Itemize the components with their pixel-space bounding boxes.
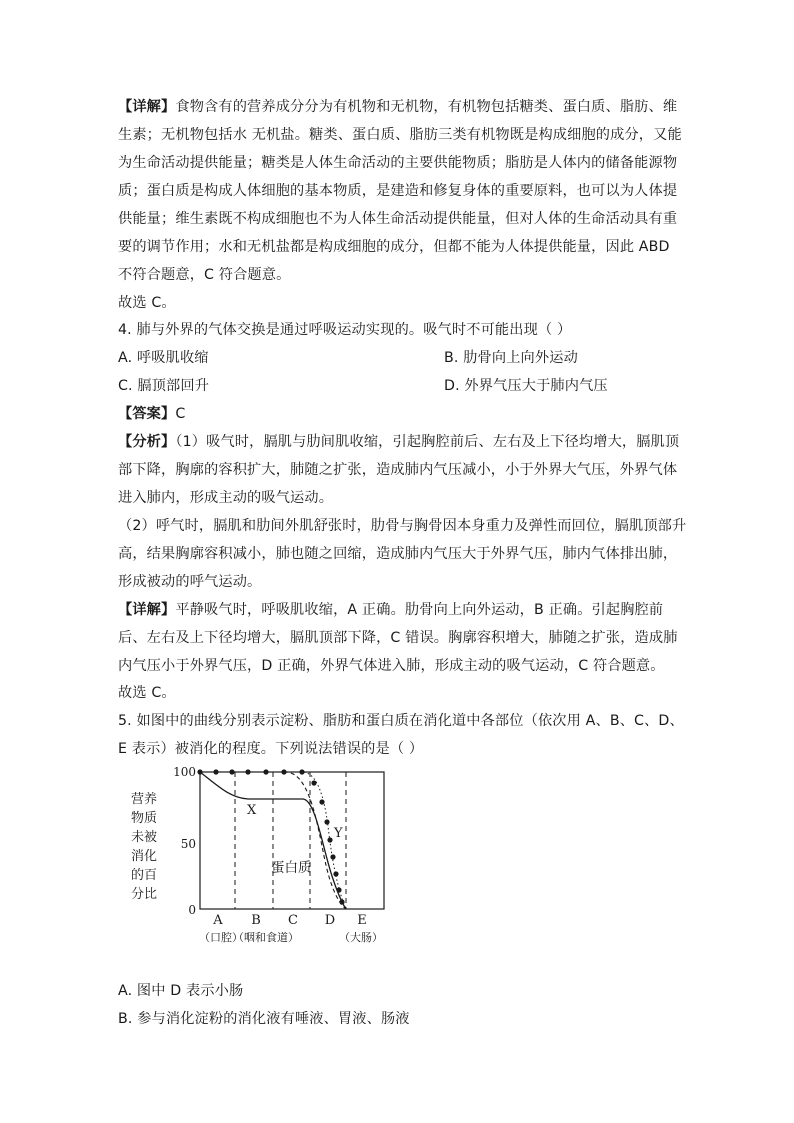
text-run: 进入肺内，形成主动的吸气运动。: [118, 490, 334, 506]
text-run: 5. 如图中的曲线分别表示淀粉、脂肪和蛋白质在消化道中各部位（依次用 A、B、C、D、: [118, 713, 684, 729]
text-run: A. 呼吸肌收缩: [118, 350, 209, 366]
xcat-d: D: [324, 913, 336, 928]
text-run: C: [175, 406, 186, 422]
section-marker: 【详解】: [118, 602, 176, 618]
text-run: 食物含有的营养成分分为有机物和无机物，有机物包括糖类、蛋白质、脂肪、维: [175, 99, 678, 115]
text-run: 内气压小于外界气压，D 正确，外界气体进入肺，形成主动的吸气运动，C 符合题意。: [118, 658, 665, 674]
xnote-large-intestine: （大肠）: [339, 931, 383, 944]
text-run: 要的调节作用；水和无机盐都是构成细胞的成分，但都不能为人体提供能量，因此 ABD: [118, 239, 670, 255]
y-axis-label: [131, 792, 157, 902]
text-line: [118, 265, 290, 285]
text-line: [118, 488, 333, 508]
text-line: [118, 460, 677, 480]
text-run: 质；蛋白质是构成人体细胞的基本物质，是建造和修复身体的重要原料，也可以为人体提: [118, 183, 678, 199]
x-categories: [212, 913, 366, 928]
text-run: 高，结果胸廓容积减小，肺也随之回缩，造成肺内气压大于外界气压，肺内气体排出肺，: [118, 546, 678, 562]
ylabel-line-6: 分比: [130, 887, 158, 902]
ylabel-line-5: 的百: [130, 868, 158, 883]
ylabel-line-4: 消化: [130, 849, 158, 864]
text-line: [118, 683, 176, 703]
text-line: [118, 404, 185, 424]
text-line: [118, 600, 663, 620]
text-run: 形成被动的呼气运动。: [118, 574, 262, 590]
text-line: [118, 237, 670, 257]
text-run: B. 肋骨向上向外运动: [444, 350, 578, 366]
text-run: 故选 C。: [118, 295, 176, 311]
text-run: 生素；无机物包括水 无机盐。糖类、蛋白质、脂肪三类有机物既是构成细胞的成分，又能: [118, 127, 682, 143]
text-line: [118, 432, 679, 452]
text-line: [444, 376, 608, 396]
text-run: B. 参与消化淀粉的消化液有唾液、胃液、肠液: [118, 1011, 410, 1027]
digestion-figure: [118, 756, 418, 956]
text-line: [118, 628, 678, 648]
text-line: [118, 544, 677, 564]
text-line: [118, 572, 261, 592]
label-protein: 蛋白质: [271, 860, 312, 876]
xcat-c: C: [288, 913, 298, 928]
text-run: A. 图中 D 表示小肠: [118, 983, 244, 999]
label-y: Y: [334, 826, 343, 841]
text-run: （1）吸气时，膈肌与肋间肌收缩，引起胸腔前后、左右及上下径均增大，膈肌顶: [175, 434, 680, 450]
text-line: [118, 209, 677, 229]
text-line: [118, 348, 209, 368]
section-marker: 【分析】: [118, 434, 176, 450]
text-run: 4. 肺与外界的气体交换是通过呼吸运动实现的。吸气时不可能出现（ ）: [118, 322, 572, 338]
text-line: [118, 125, 682, 145]
section-marker: 【详解】: [118, 99, 176, 115]
text-line: [118, 981, 243, 1001]
text-line: [444, 348, 578, 368]
text-run: 故选 C。: [118, 685, 176, 701]
xcat-b: B: [251, 913, 261, 928]
ylabel-line-3: 未被: [130, 830, 158, 845]
xnote-pharynx: （咽和食道）: [233, 931, 299, 944]
text-run: E 表示）被消化的程度。下列说法错误的是（ ）: [118, 741, 424, 757]
ylabel-line-1: 营养: [130, 792, 158, 807]
x-notes: [199, 930, 383, 944]
text-run: 供能量；维生素既不构成细胞也不为人体生命活动提供能量，但对人体的生命活动具有重: [118, 211, 678, 227]
text-line: [118, 181, 677, 201]
text-line: [118, 656, 665, 676]
curve-y-markers: [197, 769, 344, 904]
text-line: [118, 320, 571, 340]
ytick-100: 100: [173, 765, 196, 779]
text-run: 不符合题意，C 符合题意。: [118, 267, 291, 283]
text-run: C. 膈顶部回升: [118, 378, 210, 394]
ytick-50: 50: [180, 837, 196, 851]
label-x: X: [247, 803, 257, 818]
text-line: [118, 1009, 410, 1029]
xcat-a: A: [213, 913, 223, 928]
text-run: 后、左右及上下径均增大，膈肌顶部下降，C 错误。胸廓容积增大，肺随之扩张，造成肺: [118, 630, 678, 646]
text-run: 为生命活动提供能量；糖类是人体生命活动的主要供能物质；脂肪是人体内的储备能源物: [118, 155, 678, 171]
text-run: 平静吸气时，呼吸肌收缩，A 正确。肋骨向上向外运动，B 正确。引起胸腔前: [175, 602, 664, 618]
xcat-e: E: [357, 913, 367, 928]
text-line: [118, 97, 677, 117]
section-marker: 【答案】: [118, 406, 176, 422]
text-line: [118, 711, 684, 731]
ytick-0: 0: [188, 903, 196, 917]
text-run: 部下降，胸廓的容积扩大，肺随之扩张，造成肺内气压减小，小于外界大气压，外界气体: [118, 462, 678, 478]
xnote-mouth: （口腔）: [199, 931, 243, 944]
text-line: [118, 153, 677, 173]
text-run: D. 外界气压大于肺内气压: [444, 378, 608, 394]
text-line: [118, 376, 209, 396]
ylabel-line-2: 物质: [130, 811, 158, 826]
text-run: （2）呼气时，膈肌和肋间外肌舒张时，肋骨与胸骨因本身重力及弹性而回位，膈肌顶部升: [118, 518, 687, 534]
text-line: [118, 293, 176, 313]
text-line: [118, 516, 686, 536]
